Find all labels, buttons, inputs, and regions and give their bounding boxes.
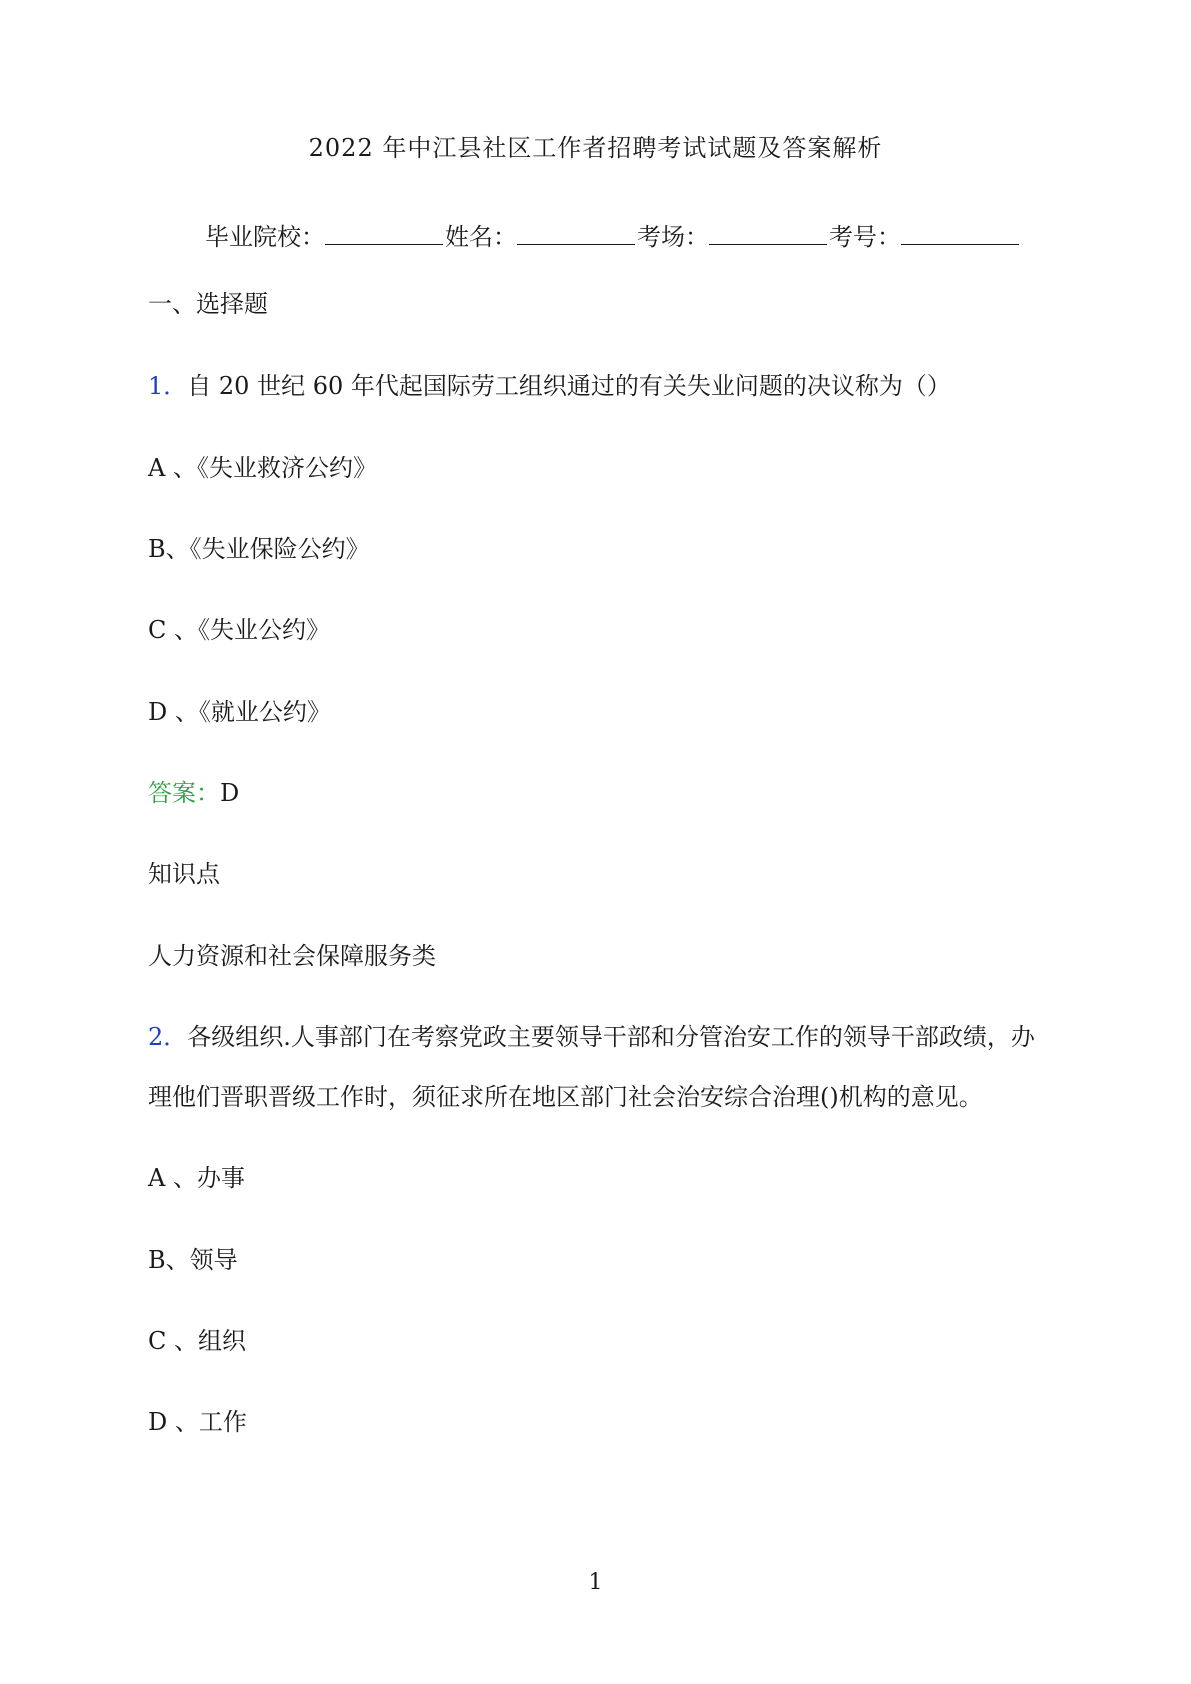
name-label: 姓名：: [445, 223, 517, 251]
answer-label: 答案：: [148, 779, 220, 807]
page-title: 2022 年中江县社区工作者招聘考试试题及答案解析: [308, 134, 883, 162]
question-1: [148, 370, 951, 402]
q2-option-c: C 、组织: [148, 1327, 246, 1355]
question-text: 自 20 世纪 60 年代起国际劳工组织通过的有关失业问题的决议称为（）: [187, 372, 951, 400]
school-label: 毕业院校：: [205, 223, 325, 251]
answer-value: D: [220, 779, 240, 807]
q2-option-b: B、领导: [148, 1246, 238, 1274]
question-text-line2: 理他们晋职晋级工作时，须征求所在地区部门社会治安综合治理()机构的意见。: [148, 1083, 983, 1111]
question-number: 2．: [148, 1023, 188, 1051]
number-blank: [901, 220, 1019, 245]
question-2: [148, 1021, 1035, 1053]
name-blank: [517, 220, 635, 245]
q1-option-d: D 、《就业公约》: [148, 698, 331, 726]
school-blank: [325, 220, 443, 245]
question-number: 1．: [148, 372, 188, 400]
q2-option-a: A 、办事: [148, 1164, 245, 1192]
knowledge-label: 知识点: [148, 860, 220, 888]
q1-option-a: A 、《失业救济公约》: [148, 454, 377, 482]
number-label: 考号：: [829, 223, 901, 251]
room-blank: [709, 220, 827, 245]
candidate-info-row: [205, 220, 1021, 253]
room-label: 考场：: [637, 223, 709, 251]
q1-option-c: C 、《失业公约》: [148, 616, 330, 644]
section-heading: 一、选择题: [148, 290, 268, 318]
q1-option-b: B、《失业保险公约》: [148, 535, 370, 563]
q2-option-d: D 、工作: [148, 1408, 247, 1436]
q1-answer: [148, 777, 239, 809]
knowledge-value: 人力资源和社会保障服务类: [148, 942, 436, 970]
page-number: 1: [588, 1570, 603, 1595]
question-text-line1: 各级组织.人事部门在考察党政主要领导干部和分管治安工作的领导干部政绩，办: [187, 1023, 1035, 1051]
